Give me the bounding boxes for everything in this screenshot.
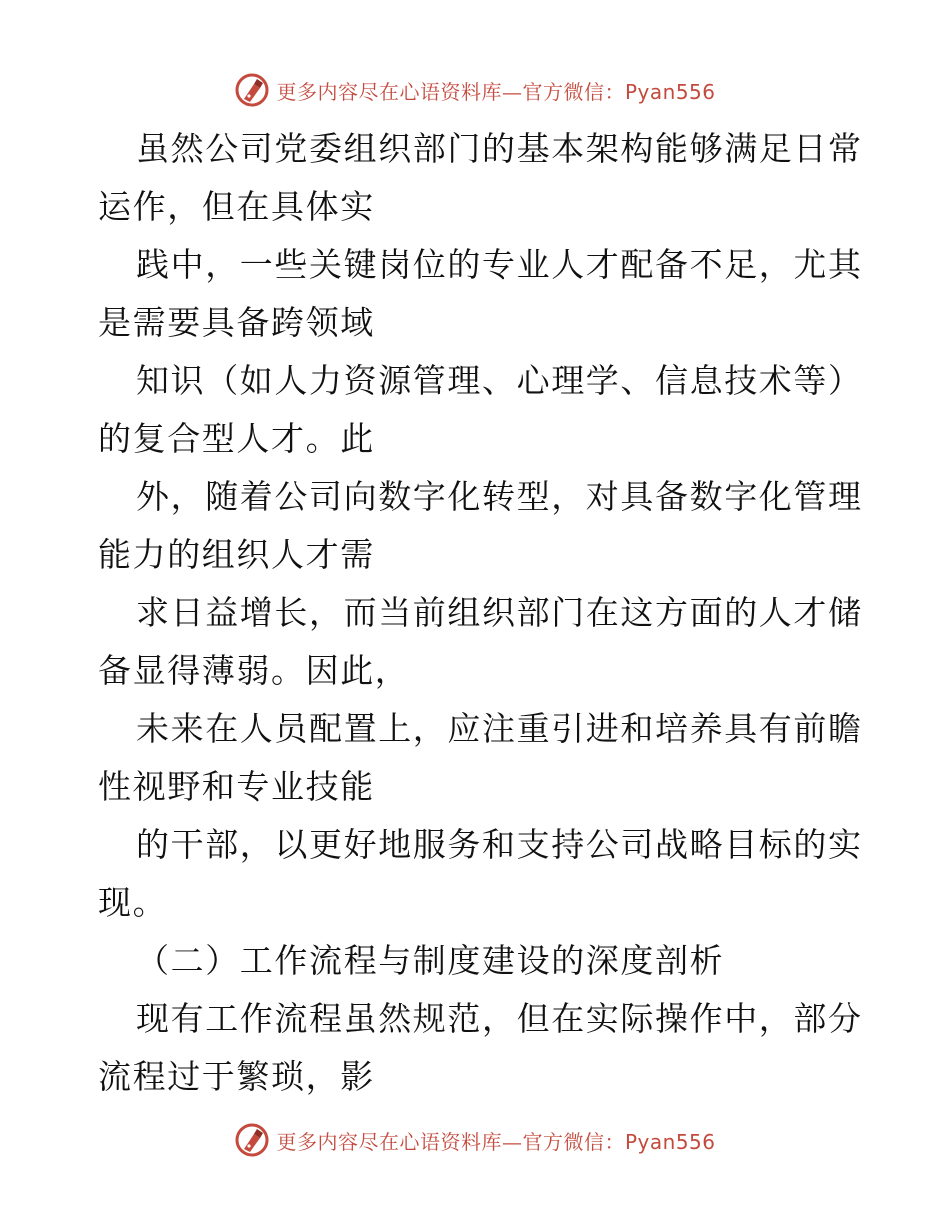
body-text-line: 备显得薄弱。因此， bbox=[98, 651, 410, 690]
watermark-text: 更多内容尽在心语资料库—官方微信：Pyan556 bbox=[276, 79, 716, 104]
body-text-line: （二）工作流程与制度建设的深度剖析 bbox=[136, 941, 725, 980]
body-text-line: 的干部，以更好地服务和支持公司战略目标的实 bbox=[136, 825, 863, 864]
body-text-line: 外，随着公司向数字化转型，对具备数字化管理 bbox=[136, 477, 863, 516]
body-text-line: 践中，一些关键岗位的专业人才配备不足，尤其 bbox=[136, 245, 863, 284]
wechat-id: Pyan556 bbox=[624, 79, 716, 104]
body-text-line: 的复合型人才。此 bbox=[98, 419, 375, 458]
body-text-line: 能力的组织人才需 bbox=[98, 535, 375, 574]
body-text-line: 虽然公司党委组织部门的基本架构能够满足日常 bbox=[136, 129, 863, 168]
pen-nib-logo-icon bbox=[234, 1122, 270, 1158]
body-text-line: 性视野和专业技能 bbox=[98, 767, 375, 806]
body-text-line: 流程过于繁琐，影 bbox=[98, 1057, 375, 1096]
document-body bbox=[98, 120, 863, 1106]
body-text-line: 求日益增长，而当前组织部门在这方面的人才储 bbox=[136, 593, 863, 632]
body-text-line: 运作，但在具体实 bbox=[98, 187, 375, 226]
footer-watermark bbox=[0, 1120, 950, 1160]
pen-nib-logo-icon bbox=[234, 72, 270, 108]
body-text-line: 现。 bbox=[98, 883, 168, 922]
body-text-line: 是需要具备跨领域 bbox=[98, 303, 375, 342]
body-text-line: 知识（如人力资源管理、心理学、信息技术等） bbox=[136, 361, 863, 400]
watermark-text: 更多内容尽在心语资料库—官方微信：Pyan556 bbox=[276, 1129, 716, 1154]
body-text-line: 现有工作流程虽然规范，但在实际操作中，部分 bbox=[136, 999, 863, 1038]
header-watermark bbox=[0, 70, 950, 110]
wechat-id: Pyan556 bbox=[624, 1129, 716, 1154]
body-text-line: 未来在人员配置上，应注重引进和培养具有前瞻 bbox=[136, 709, 863, 748]
